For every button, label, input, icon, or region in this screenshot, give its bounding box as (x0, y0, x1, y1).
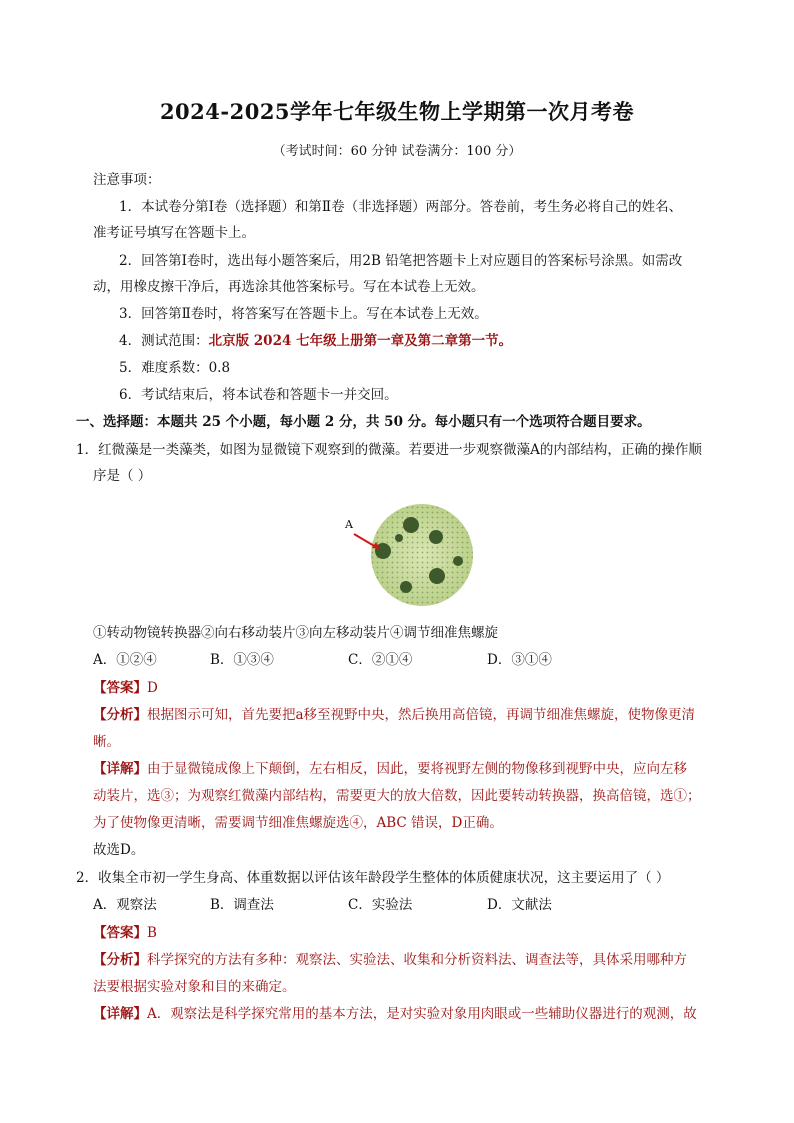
note-1: 1．本试卷分第Ⅰ卷（选择题）和第Ⅱ卷（非选择题）两部分。答卷前，考生务必将自己的姓名、 (119, 199, 683, 215)
q2-option-a: A．观察法 (93, 897, 157, 913)
q1-option-b: B．①③④ (210, 652, 274, 668)
notes-heading: 注意事项： (93, 172, 161, 188)
q2-option-c: C．实验法 (348, 897, 413, 913)
test-range: 北京版 2024 七年级上册第一章及第二章第一节。 (208, 333, 513, 349)
q1-conclusion: 故选D。 (93, 842, 145, 858)
q2-option-b: B．调查法 (210, 897, 274, 913)
note-4-prefix: 4．测试范围： (119, 333, 209, 349)
page-title: 2024-2025学年七年级生物上学期第一次月考卷 (159, 99, 635, 124)
q2-analysis-cont: 法要根据实验对象和目的来确定。 (93, 979, 296, 995)
pointer-arrow (354, 534, 376, 547)
q1-stem: 1．红微藻是一类藻类，如图为显微镜下观察到的微藻。若要进一步观察微藻A的内部结构，正确的操作顺 (76, 442, 702, 458)
q2-answer: 【答案】B (93, 925, 157, 941)
q1-option-a: A．①②④ (93, 652, 157, 668)
q1-answer: 【答案】D (93, 680, 158, 696)
q1-analysis: 【分析】根据图示可知，首先要把a移至视野中央，然后换用高倍镜，再调节细准焦螺旋，使物像更清 (93, 707, 696, 723)
note-2: 2．回答第Ⅰ卷时，选出每小题答案后，用2B 铅笔把答题卡上对应题目的答案标号涂黑。如需改 (119, 253, 683, 269)
q1-stem-cont: 序是（ ） (93, 468, 152, 484)
note-2-cont: 动，用橡皮擦干净后，再选涂其他答案标号。写在本试卷上无效。 (93, 279, 485, 295)
note-3: 3．回答第Ⅱ卷时，将答案写在答题卡上。写在本试卷上无效。 (119, 306, 488, 322)
note-4 (119, 332, 512, 350)
q1-steps: ①转动物镜转换器②向右移动装片③向左移动装片④调节细准焦螺旋 (93, 625, 498, 641)
note-1-cont: 准考证号填写在答题卡上。 (93, 225, 255, 241)
q1-analysis-cont: 晰。 (93, 734, 120, 750)
q2-analysis: 【分析】科学探究的方法有多种：观察法、实验法、收集和分析资料法、调查法等，具体采用哪种方 (93, 952, 687, 968)
q1-detail-cont2: 为了使物像更清晰，需要调节细准焦螺旋选④，ABC 错误，D正确。 (93, 815, 503, 831)
q1-option-c: C．②①④ (348, 652, 413, 668)
q1-detail-cont1: 动装片，选③；为观察红微藻内部结构，需要更大的放大倍数，因此要转动转换器，换高倍镜，选①； (93, 788, 701, 804)
section-heading: 一、选择题：本题共 25 个小题，每小题 2 分，共 50 分。每小题只有一个选项符合题目要求。 (76, 414, 651, 430)
q1-option-d: D．③①④ (487, 652, 552, 668)
q1-detail: 【详解】由于显微镜成像上下颠倒，左右相反，因此，要将视野左侧的物像移到视野中央，应向左移 (93, 761, 687, 777)
note-5: 5．难度系数：0.8 (119, 360, 231, 376)
exam-info: （考试时间：60 分钟 试卷满分：100 分） (272, 144, 522, 159)
figure-label-a: A (345, 518, 353, 531)
q2-detail: 【详解】A．观察法是科学探究常用的基本方法，是对实验对象用肉眼或一些辅助仪器进行的观测，故 (93, 1006, 697, 1022)
q2-stem: 2．收集全市初一学生身高、体重数据以评估该年龄段学生整体的体质健康状况，这主要运用了（ ） (76, 870, 670, 886)
microscope-view-figure (340, 500, 480, 610)
note-6: 6．考试结束后，将本试卷和答题卡一并交回。 (119, 387, 398, 403)
q2-option-d: D．文献法 (487, 897, 552, 913)
